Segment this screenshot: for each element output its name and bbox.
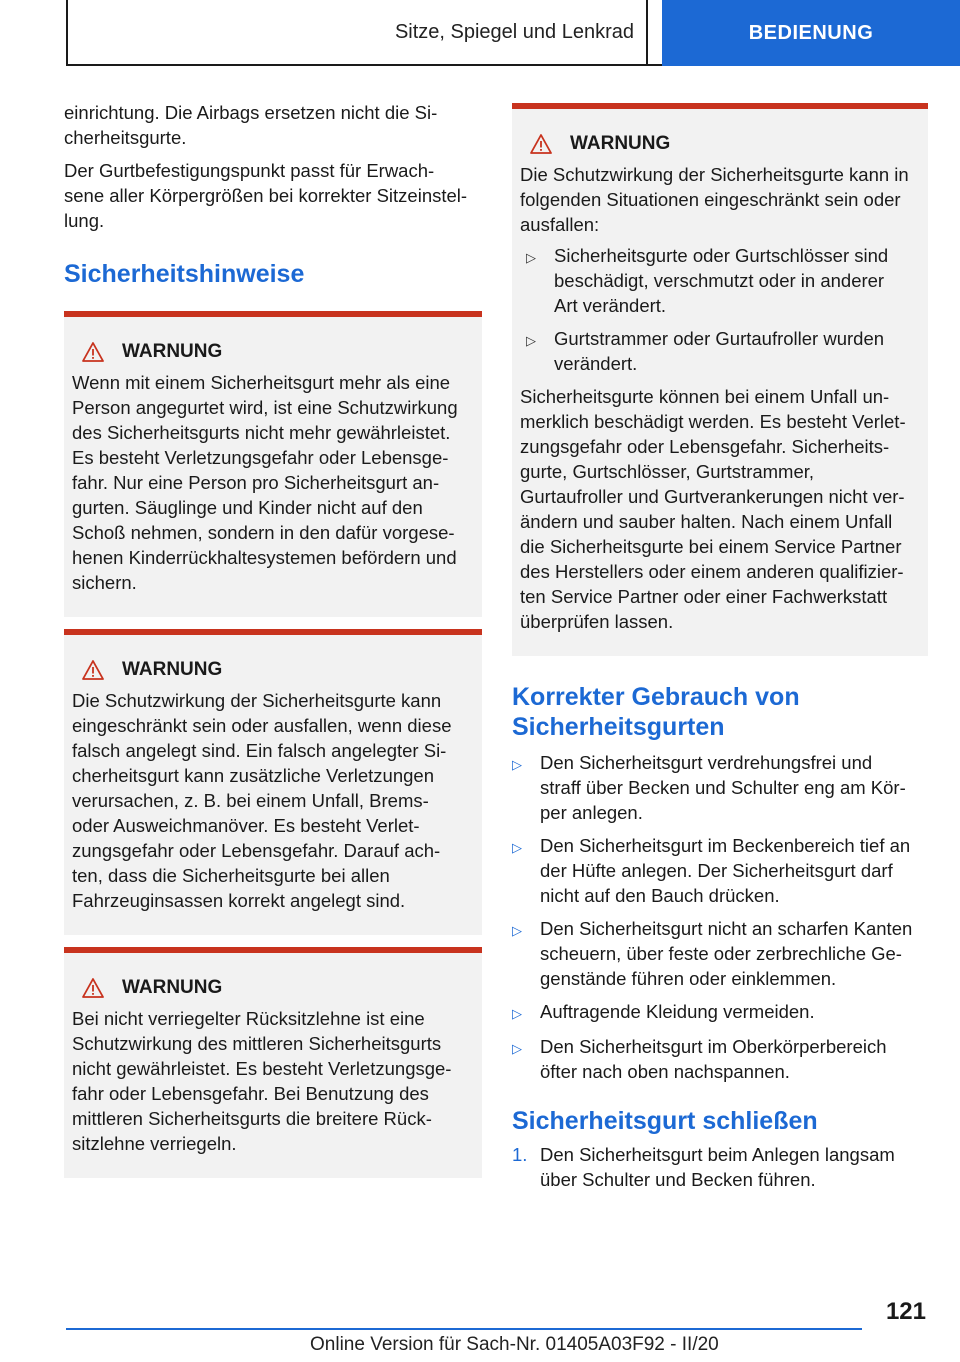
list-item [526,243,920,318]
step-text: Den Sicherheitsgurt beim Anlegen langsam über Schulter und Becken führen. [540,1144,895,1190]
warning-box-3 [64,947,482,1178]
list-item [512,750,928,825]
step-number: 1. [512,1144,528,1165]
list-item-text: Den Sicherheitsgurt im Oberkörperbereich öfter nach oben nachspannen. [540,1036,887,1082]
warning-label: WARNUNG [570,133,671,154]
right-column [512,103,928,1192]
section-heading-gurt-schliessen: Sicherheitsgurt schließen [512,1107,818,1135]
warning-triangle-icon [82,978,104,998]
triangle-right-icon: ▷ [512,840,522,855]
warning-triangle-icon [82,342,104,362]
warning-header [72,975,474,1000]
warning-header [72,339,474,364]
warning-label: WARNUNG [122,977,223,998]
triangle-right-icon: ▷ [512,757,522,772]
triangle-right-icon: ▷ [512,1006,522,1021]
intro-paragraph-1: einrichtung. Die Airbags ersetzen nicht die Si- cherheitsgurte. [64,102,438,148]
left-column [64,100,482,1178]
list-item-text: Den Sicherheitsgurt nicht an scharfen Kanten scheuern, über feste oder zerbrechliche Ge- genstände führen oder einklemmen. [540,918,913,989]
footer-rule [66,1328,862,1330]
list-item [512,1034,928,1084]
warning-label: WARNUNG [122,659,223,680]
page-number: 121 [885,1298,926,1325]
triangle-right-icon: ▷ [526,333,536,348]
warning-box-4 [512,103,928,656]
list-item [512,916,928,991]
triangle-right-icon: ▷ [512,1041,522,1056]
section-heading-sicherheitshinweise: Sicherheitshinweise [64,260,305,288]
list-item-text: Auftragende Kleidung vermeiden. [540,1001,815,1022]
section-tab[interactable]: BEDIENUNG [662,0,960,66]
intro-paragraph-2: Der Gurtbefestigungspunkt passt für Erwach- sene aller Körpergrößen bei korrekter Sitzeinstel- lung. [64,160,468,231]
list-item-text: Den Sicherheitsgurt verdrehungsfrei und straff über Becken und Schulter eng am Kör- per anlegen. [540,752,906,823]
warning-label: WARNUNG [122,341,223,362]
warning-triangle-icon [82,660,104,680]
warning-outro: Sicherheitsgurte können bei einem Unfall un- merklich beschädigt werden. Es besteht Verlet- zungsgefahr oder Lebensgefahr. Sicherheits- gurte, Gurtschlösser, Gurtstrammer, Gurtaufroller und Gurtverankerungen nicht ver- ändern und sauber halten. Nach einem Unfall die Sicherheitsgurte bei einem Service Partner des Herstellers oder einem anderen qualifizier- ten Service Partner oder einer Fachwerkstatt überprüfen lassen. [520,386,906,632]
list-item [526,326,920,376]
warning-box-2 [64,629,482,935]
triangle-right-icon: ▷ [526,250,536,265]
list-item-text: Sicherheitsgurte oder Gurtschlösser sind beschädigt, verschmutzt oder in anderer Art verändert. [554,245,889,316]
warning-header [520,131,920,156]
warning-text: Wenn mit einem Sicherheitsgurt mehr als eine Person angegurtet wird, ist eine Schutzwirkung des Sicherheitsgurts nicht mehr gewährleistet. Es besteht Verletzungsgefahr oder Lebensge- fahr. Nur eine Person pro Sicherheitsgurt an- gurten. Säuglinge und Kinder nicht auf den Schoß nehmen, sondern in den dafür vorgese- henen Kinderrückhaltesystemen befördern und sichern. [72,372,458,593]
list-item [512,999,928,1026]
section-heading-korrekter-gebrauch: Korrekter Gebrauch von Sicherheitsgurten [512,683,800,741]
list-item [512,833,928,908]
list-item-text: Den Sicherheitsgurt im Beckenbereich tief an der Hüfte anlegen. Der Sicherheitsgurt darf nicht auf den Bauch drücken. [540,835,911,906]
step-item [512,1142,928,1192]
warning-box-1 [64,311,482,617]
warning-header [72,657,474,682]
footer-version: Online Version für Sach-Nr. 01405A03F92 - II/20 [310,1334,719,1355]
warning-text: Bei nicht verriegelter Rücksitzlehne ist eine Schutzwirkung des mittleren Sicherheitsgurts nicht gewährleistet. Es besteht Verletzungsge- fahr oder Lebensgefahr. Bei Benutzung des mittleren Sicherheitsgurts die breitere Rück- sitzlehne verriegeln. [72,1008,452,1154]
warning-text: Die Schutzwirkung der Sicherheitsgurte kann eingeschränkt sein oder ausfallen, wenn diese falsch angelegt sind. Ein falsch angelegter Si- cherheitsgurt kann zusätzliche Verletzungen verursachen, z. B. bei einem Unfall, Brems- oder Ausweichmanöver. Es besteht Verlet- zungsgefahr oder Lebensgefahr. Darauf ach- ten, dass die Sicherheitsgurte bei allen Fahrzeuginsassen korrekt angelegt sind. [72,690,452,911]
triangle-right-icon: ▷ [512,923,522,938]
chapter-title: Sitze, Spiegel und Lenkrad [68,0,648,64]
warning-triangle-icon [530,134,552,154]
list-item-text: Gurtstrammer oder Gurtaufroller wurden verändert. [554,328,885,374]
warning-intro: Die Schutzwirkung der Sicherheitsgurte kann in folgenden Situationen eingeschränkt sein oder ausfallen: [520,164,909,235]
